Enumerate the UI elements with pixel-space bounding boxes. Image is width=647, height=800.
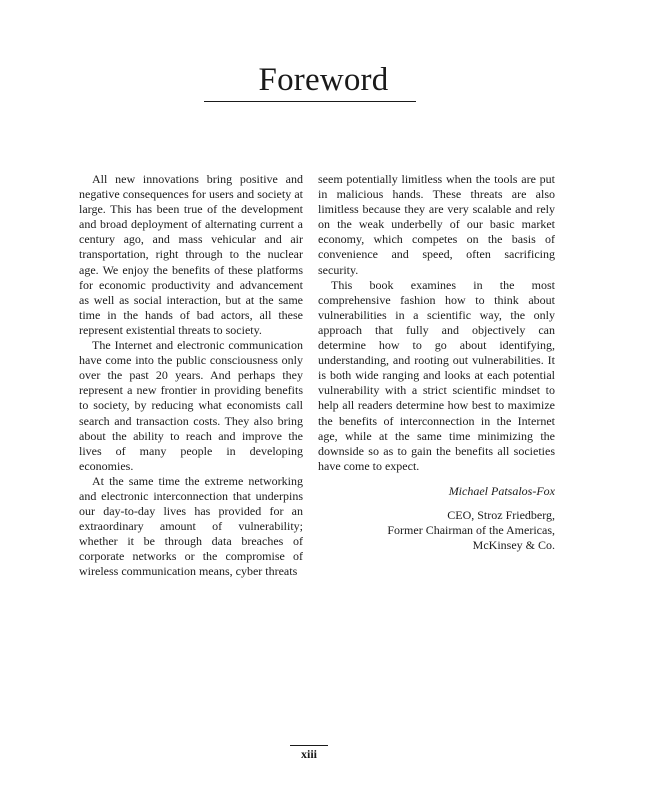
- signature-name: Michael Patsalos-Fox: [448, 483, 555, 498]
- page-number: xiii: [300, 747, 317, 761]
- body-paragraph: This book examines in the most comprehensive fashion how to think about vulnerabilities in a scientific way, the only approach that fully and objectively can determine how to go about identifying, understanding, and rooting out vulnerabilities. It is both wide ranging and looks at each potential vulnerability with a strict scientific mindset to help all readers determine how best to maximize the benefits of interconnection in the Internet age, while at the same time minimizing the downside so as to gain the benefits all societies have come to expect.: [318, 277, 555, 473]
- signature-title-line: CEO, Stroz Friedberg,: [447, 507, 555, 522]
- signature-title-line: McKinsey & Co.: [472, 538, 555, 553]
- title-underline: [204, 101, 416, 102]
- left-column: [79, 172, 303, 580]
- body-paragraph: At the same time the extreme networking and electronic interconnection that underpins our day-to-day lives has provided for an extraordinary amount of vulnerability; whether it be through data breaches of corporate networks or the compromise of wireless communication means, cyber threats: [79, 473, 303, 579]
- body-paragraph: All new innovations bring positive and negative consequences for users and society at large. This has been true of the development and broad deployment of alternating current a century ago, and mass vehicular and air transportation, right through to the nuclear age. We enjoy the benefits of these platforms for economic productivity and advancement as well as social interaction, but at the same time in the hands of bad actors, all these represent existential threats to society.: [79, 172, 303, 337]
- signature-title-line: Former Chairman of the Americas,: [387, 523, 555, 538]
- right-column: [318, 172, 555, 553]
- body-paragraph: The Internet and electronic communication have come into the public consciousness only over the past 20 years. And perhaps they represent a new frontier in providing benefits to society, by reducing what economists call search and transaction costs. They also bring about the ability to reach and improve the lives of many people in developing economies.: [79, 338, 303, 473]
- signature-block: [318, 484, 555, 553]
- continued-paragraph: seem potentially limitless when the tools are put in malicious hands. These threats are also limitless because they are very scalable and rely on the weak underbelly of our basic market economy, which competes on the basis of convenience and speed, often sacrificing security.: [318, 172, 555, 277]
- page-title: Foreword: [258, 62, 389, 98]
